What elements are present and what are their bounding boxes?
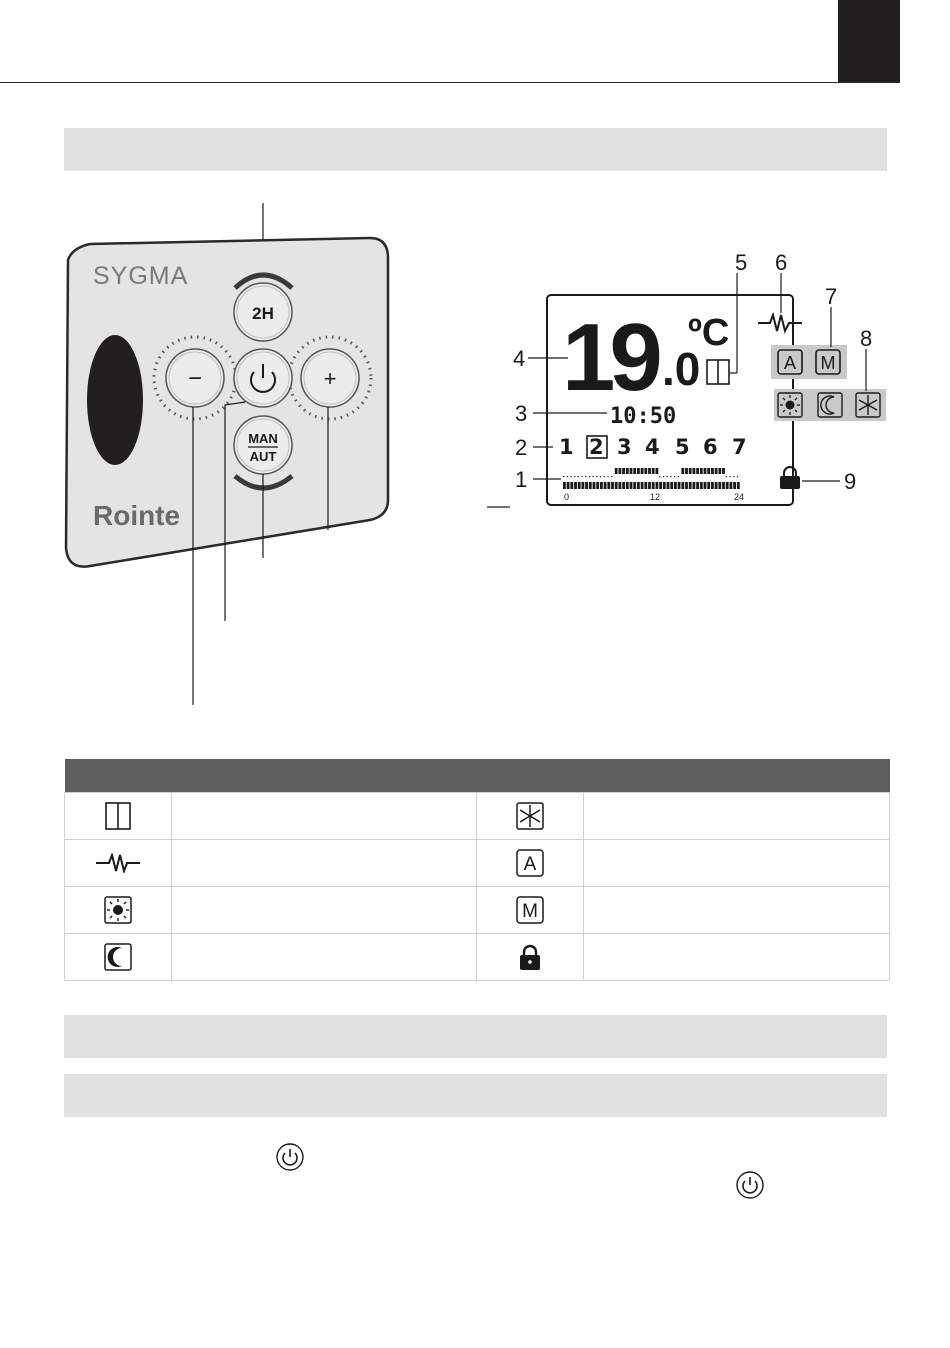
timeline-marker	[656, 468, 659, 474]
timeline-segment	[596, 482, 599, 489]
timeline-marker	[663, 476, 664, 477]
lock-icon	[515, 942, 545, 972]
callout-1: 1	[515, 467, 528, 492]
timeline-segment	[667, 482, 670, 489]
temperature-unit: ºC	[688, 312, 730, 354]
timeline-tick-24: 24	[734, 492, 745, 502]
timeline-marker	[630, 468, 633, 474]
timeline-marker	[670, 476, 671, 477]
callout-4: 4	[513, 346, 526, 371]
button-man-aut[interactable]	[234, 416, 292, 474]
timeline-segment	[570, 482, 573, 489]
timeline-segment	[722, 482, 725, 489]
timeline-marker	[582, 476, 583, 477]
timeline-marker	[604, 476, 605, 477]
timeline-marker	[726, 476, 727, 477]
header-cell	[583, 759, 889, 793]
timeline-marker	[722, 468, 725, 474]
legend-description-cell	[172, 793, 477, 840]
timeline-marker	[707, 468, 710, 474]
brand-sygma: SYGMA	[93, 262, 189, 290]
timeline-segment	[567, 482, 570, 489]
timeline-segment	[619, 482, 622, 489]
legend-icon-cell	[477, 934, 583, 981]
day-1: 1	[559, 435, 574, 459]
timeline-marker	[633, 468, 636, 474]
comfort-sun-icon	[103, 895, 133, 925]
timeline-marker	[678, 476, 679, 477]
header-cell	[172, 759, 477, 793]
timeline-marker	[737, 476, 738, 477]
eco-moon-icon	[103, 942, 133, 972]
header-cell	[477, 759, 583, 793]
timeline-marker	[563, 476, 564, 477]
power-icon	[275, 1142, 305, 1172]
button-minus-label: −	[187, 365, 203, 392]
lcd-display-diagram	[480, 245, 900, 525]
timeline-segment	[656, 482, 659, 489]
manual-mode-letter: M	[820, 353, 836, 373]
timeline-segment	[696, 482, 699, 489]
timeline-marker	[619, 468, 622, 474]
timeline-segment	[678, 482, 681, 489]
table-row	[65, 793, 890, 840]
timeline-segment	[700, 482, 703, 489]
section-band-3	[64, 1074, 887, 1117]
legend-description-cell	[583, 934, 889, 981]
timeline-segment	[711, 482, 714, 489]
timeline-marker	[648, 468, 651, 474]
timeline-marker	[674, 476, 675, 477]
header-cell	[65, 759, 172, 793]
legend-description-cell	[583, 840, 889, 887]
timeline-marker	[667, 476, 668, 477]
section-band-1	[64, 128, 887, 171]
timeline-segment	[670, 482, 673, 489]
top-rule	[0, 82, 900, 83]
callout-3: 3	[515, 401, 528, 426]
timeline-tick-0: 0	[564, 492, 570, 502]
timeline-marker	[700, 468, 703, 474]
timeline-marker	[615, 468, 618, 474]
timeline-segment	[641, 482, 644, 489]
legend-description-cell	[172, 840, 477, 887]
button-aut-label: AUT	[249, 449, 277, 464]
timeline-marker	[589, 476, 590, 477]
section-band-2	[64, 1015, 887, 1058]
timeline-marker	[570, 476, 571, 477]
button-man-label: MAN	[248, 431, 278, 446]
callout-7: 7	[825, 284, 838, 309]
legend-icon-cell	[65, 793, 172, 840]
timeline-marker	[659, 476, 660, 477]
timeline-marker	[711, 468, 714, 474]
legend-description-cell	[172, 934, 477, 981]
timeline-marker	[644, 468, 647, 474]
timeline-segment	[685, 482, 688, 489]
button-2h-label: 2H	[252, 304, 274, 323]
timeline-segment	[633, 482, 636, 489]
timeline-segment	[737, 482, 740, 489]
timeline-marker	[704, 468, 707, 474]
timeline-marker	[567, 476, 568, 477]
timeline-segment	[707, 482, 710, 489]
timeline-segment	[563, 482, 566, 489]
timeline-segment	[611, 482, 614, 489]
timeline-marker	[607, 476, 608, 477]
timeline-segment	[693, 482, 696, 489]
timeline-segment	[574, 482, 577, 489]
timeline-marker	[685, 468, 688, 474]
timeline-segment	[733, 482, 736, 489]
day-7: 7	[732, 435, 747, 459]
temperature-decimal: .0	[662, 343, 701, 395]
timeline-segment	[652, 482, 655, 489]
timeline-segment	[637, 482, 640, 489]
timeline-segment	[715, 482, 718, 489]
table-header-row	[65, 759, 890, 793]
timeline-segment	[615, 482, 618, 489]
heating-resistor-icon	[95, 853, 141, 873]
timeline-marker	[715, 468, 718, 474]
legend-description-cell	[172, 887, 477, 934]
day-6: 6	[703, 435, 718, 459]
day-2: 2	[589, 435, 604, 459]
auto-mode-letter: A	[783, 353, 797, 373]
timeline-segment	[622, 482, 625, 489]
legend-description-cell	[583, 793, 889, 840]
legend-icon-cell	[477, 840, 583, 887]
timeline-segment	[607, 482, 610, 489]
timeline-marker	[626, 468, 629, 474]
timeline-segment	[626, 482, 629, 489]
button-plus[interactable]	[301, 349, 359, 407]
timeline-segment	[604, 482, 607, 489]
day-5: 5	[675, 435, 690, 459]
timeline-segment	[585, 482, 588, 489]
timeline-marker	[681, 468, 684, 474]
clock-time: 10:50	[610, 404, 677, 429]
timeline-segment	[630, 482, 633, 489]
day-4: 4	[645, 435, 660, 459]
button-power[interactable]	[234, 349, 292, 407]
callout-5: 5	[735, 250, 748, 275]
legend-description-cell	[583, 887, 889, 934]
timeline-segment	[644, 482, 647, 489]
temperature-main: 19	[562, 304, 657, 411]
legend-icon-cell	[477, 887, 583, 934]
timeline-segment	[674, 482, 677, 489]
callout-8: 8	[860, 326, 873, 351]
callout-9: 9	[844, 469, 857, 494]
timeline-marker	[611, 476, 612, 477]
timeline-segment	[578, 482, 581, 489]
timeline-marker	[600, 476, 601, 477]
timeline-segment	[663, 482, 666, 489]
button-2h[interactable]	[234, 283, 292, 341]
timeline-marker	[718, 468, 721, 474]
timeline-segment	[600, 482, 603, 489]
timeline-marker	[622, 468, 625, 474]
auto-mode-icon	[515, 848, 545, 878]
day-3: 3	[617, 435, 632, 459]
legend-icon-cell	[65, 840, 172, 887]
timeline-segment	[593, 482, 596, 489]
timeline-marker	[689, 468, 692, 474]
timeline-segment	[582, 482, 585, 489]
legend-icon-cell	[65, 887, 172, 934]
legend-icon-cell	[477, 793, 583, 840]
timeline-marker	[578, 476, 579, 477]
page-corner-tab	[838, 0, 900, 82]
control-panel	[60, 200, 400, 710]
timeline-marker	[574, 476, 575, 477]
timeline-segment	[689, 482, 692, 489]
window-icon	[104, 801, 132, 831]
brand-rointe: Rointe	[93, 500, 181, 531]
table-row	[65, 887, 890, 934]
power-icon	[735, 1170, 765, 1200]
timeline-segment	[589, 482, 592, 489]
timeline-segment	[681, 482, 684, 489]
timeline-segment	[648, 482, 651, 489]
button-plus-label: +	[323, 366, 337, 391]
table-row	[65, 934, 890, 981]
timeline-marker	[641, 468, 644, 474]
auto-mode-letter: A	[523, 854, 537, 875]
timeline-marker	[696, 468, 699, 474]
timeline-segment	[704, 482, 707, 489]
timeline-marker	[596, 476, 597, 477]
timeline-segment	[718, 482, 721, 489]
timeline-marker	[730, 476, 731, 477]
timeline-tick-12: 12	[650, 492, 661, 502]
legend-icon-cell	[65, 934, 172, 981]
timeline-marker	[585, 476, 586, 477]
timeline-segment	[726, 482, 729, 489]
timeline-marker	[593, 476, 594, 477]
timeline-marker	[733, 476, 734, 477]
timeline-segment	[730, 482, 733, 489]
icon-legend-table	[64, 759, 890, 981]
timeline-marker	[652, 468, 655, 474]
antifrost-snowflake-icon	[515, 801, 545, 831]
button-minus[interactable]	[166, 349, 224, 407]
callout-6: 6	[775, 250, 788, 275]
manual-mode-icon	[515, 895, 545, 925]
manual-mode-letter: M	[522, 901, 538, 922]
sensor-window	[87, 335, 143, 465]
table-row	[65, 840, 890, 887]
callout-2: 2	[515, 435, 528, 460]
timeline-segment	[659, 482, 662, 489]
timeline-marker	[693, 468, 696, 474]
timeline-marker	[637, 468, 640, 474]
